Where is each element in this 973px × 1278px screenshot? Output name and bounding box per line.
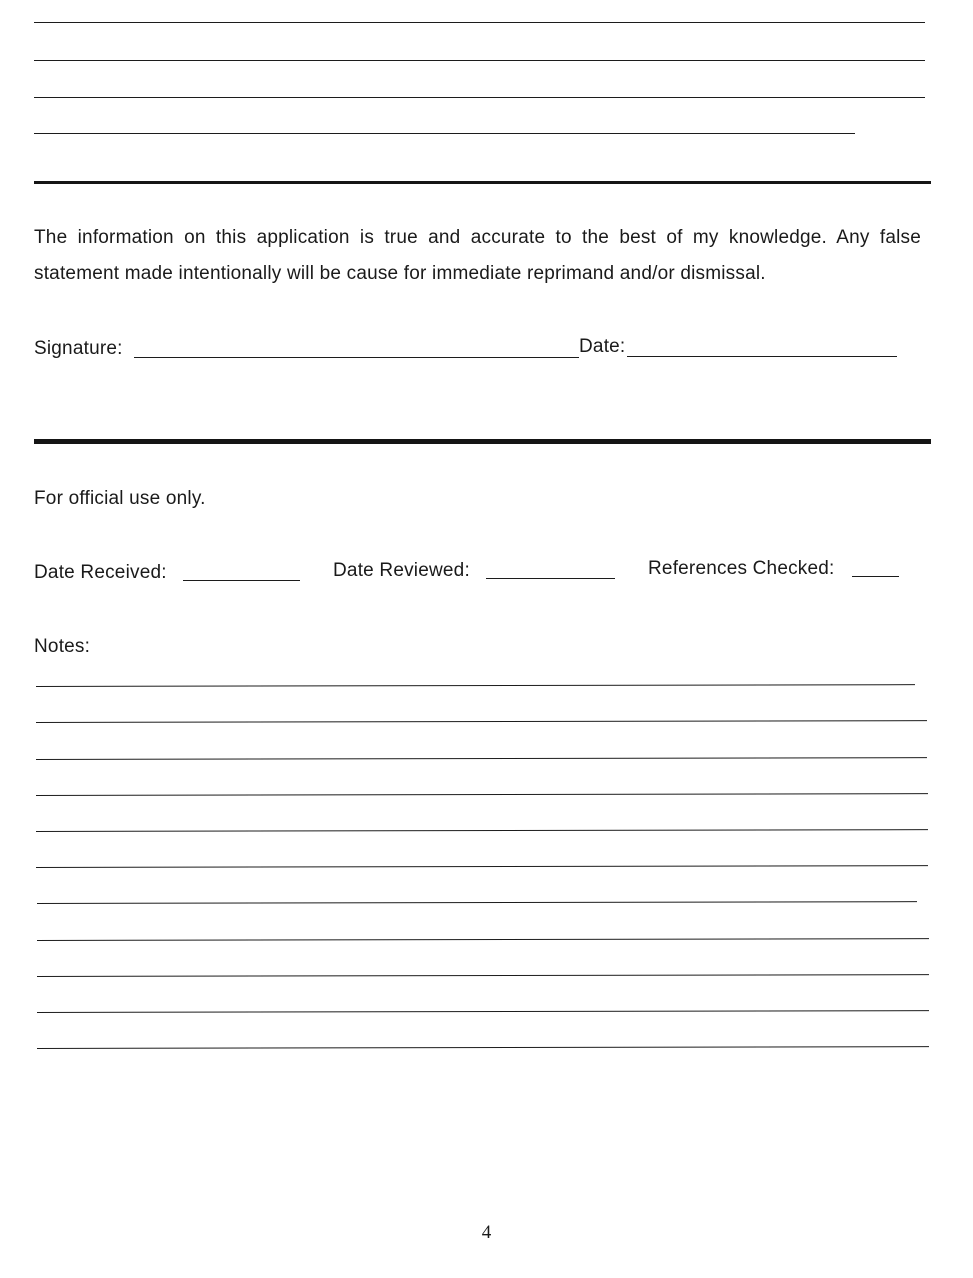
notes-line[interactable] xyxy=(37,974,929,977)
answer-line-3[interactable] xyxy=(34,97,925,98)
date-field[interactable] xyxy=(627,356,897,357)
date-reviewed-field[interactable] xyxy=(486,578,615,579)
declaration-statement xyxy=(34,220,921,292)
notes-line[interactable] xyxy=(36,684,915,687)
declaration-line-2: statement made intentionally will be cause for immediate reprimand and/or dismissal. xyxy=(34,263,766,284)
section-divider xyxy=(34,181,931,184)
date-received-field[interactable] xyxy=(183,580,300,581)
notes-line[interactable] xyxy=(36,829,928,832)
notes-line[interactable] xyxy=(36,865,928,868)
notes-line[interactable] xyxy=(36,757,927,760)
notes-line[interactable] xyxy=(36,720,927,723)
notes-line[interactable] xyxy=(37,901,917,904)
notes-line[interactable] xyxy=(37,1046,929,1049)
official-section-divider xyxy=(34,439,931,444)
date-received-label: Date Received: xyxy=(34,562,167,583)
answer-line-2[interactable] xyxy=(34,60,925,61)
references-checked-field[interactable] xyxy=(852,576,899,577)
notes-label: Notes: xyxy=(34,636,91,657)
official-use-heading: For official use only. xyxy=(34,488,206,509)
signature-label: Signature: xyxy=(34,338,123,359)
references-checked-label: References Checked: xyxy=(648,558,835,579)
page-number: 4 xyxy=(481,1222,492,1243)
date-reviewed-label: Date Reviewed: xyxy=(333,560,470,581)
answer-line-1[interactable] xyxy=(34,22,925,23)
notes-line[interactable] xyxy=(37,1010,929,1013)
answer-line-4[interactable] xyxy=(34,133,855,134)
date-label: Date: xyxy=(579,336,626,357)
notes-line[interactable] xyxy=(37,938,929,941)
declaration-line-1: The information on this application is true and accurate to the best of my knowledge. Any false xyxy=(34,227,921,248)
signature-field[interactable] xyxy=(134,357,579,358)
notes-line[interactable] xyxy=(36,793,928,796)
